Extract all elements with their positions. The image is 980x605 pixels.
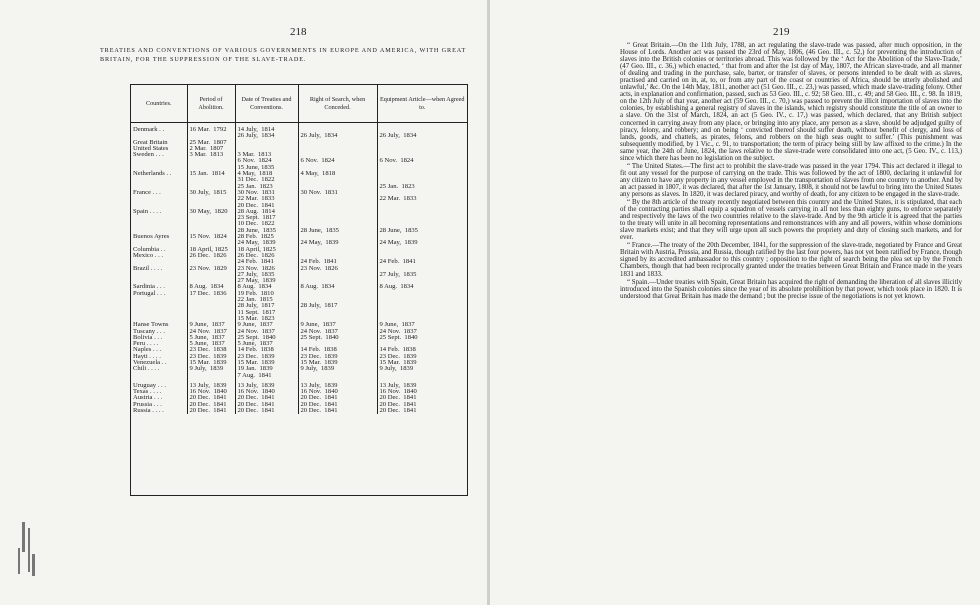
cell-country: France . . . bbox=[131, 190, 187, 209]
cell-search: 6 Nov. 1824 bbox=[298, 140, 377, 171]
table-title: TREATIES AND CONVENTIONS OF VARIOUS GOVERNMENTS IN EUROPE AND AMERICA, WITH GREAT BRITAIN, FOR THE SUPPRESSION OF THE SLAVE-TRADE. bbox=[100, 47, 467, 63]
right-page bbox=[490, 0, 980, 605]
cell-date: 23 Nov. 1826 27 July, 1835 27 May, 1839 bbox=[235, 266, 298, 285]
cell-equipment: 6 Nov. 1824 bbox=[379, 157, 414, 165]
cell-period: 8 Aug. 1834 17 Dec. 1836 bbox=[187, 284, 235, 322]
cell-date: 14 July, 1814 26 July, 1834 bbox=[235, 123, 298, 140]
cell-search: 8 Aug. 1834 28 July, 1817 bbox=[298, 284, 377, 322]
header-date: Date of Treaties and Conventions. bbox=[235, 85, 298, 123]
cell-search: 26 July, 1834 bbox=[298, 123, 377, 140]
cell-equipment: 26 July, 1834 bbox=[379, 132, 417, 140]
cell-country: Brazil . . . . bbox=[131, 266, 187, 285]
cell-equipment: 24 May, 1839 bbox=[379, 239, 418, 247]
header-right-of-search: Right of Search, when Conceded. bbox=[298, 85, 377, 123]
paragraph-united-states: “ The United States.—The first act to prohibit the slave-trade was passed in the year 1794. This act declared it illegal to fit out any vessel for the purpose of carrying on the trade. This was followed by the act of 1800, declaring it unlawful for any citizen to have any property in any vessel employed in the transportation of slaves from one country to another. And by an act passed in 1807, it was declared, that after the 1st January, 1808, it should not be lawful to bring into the United States any persons as slaves. In 1820, it was declared piracy, and worthy of death, for any citizen to be engaged in the slave-trade. bbox=[620, 162, 962, 198]
cell-period: 30 May, 1820 bbox=[187, 209, 235, 234]
paragraph-treaty-articles: “ By the 8th article of the treaty recently negotiated between this country and the United States, it is stipulated, that each of the contracting parties shall equip a squadron of vessels carrying in all not less than eighty guns, to enforce separately and respectively the laws of the two countries relative to the slave-trade. And by the 9th article it is agreed that the parties to the treaty will unite in all becoming representations and remonstrances with any and all powers, within whose dominions slave markets exist; and that they will urge upon all such powers the propriety and duty of closing such markets, and for ever. bbox=[620, 199, 962, 242]
paragraph-france: “ France.—The treaty of the 20th December, 1841, for the suppression of the slave-trade, negotiated by France and Great Britain with Austria, Prussia, and Russia, though ratified by the last four powers, has not yet been ratified by France, though signed by its accredited ambassador to this country ; opposition to the right of search being the plea set up by the French Chambers, though that had been reciprocally granted under the treaties between Great Britain and France made in the years 1831 and 1833. bbox=[620, 242, 962, 278]
page-number-left: 218 bbox=[290, 26, 307, 38]
cell-equipment: 13 July, 1839 16 Nov. 1840 20 Dec. 1841 20 Dec. 1841 20 Dec. 1841 bbox=[379, 381, 417, 415]
paragraph-spain: “ Spain.—Under treaties with Spain, Great Britain has acquired the right of demanding the liberation of all slaves illicitly introduced into the Spanish colonies since the year of its absolute prohibition by that power, which took place in 1820. It is understood that Great Britain has made the demand ; but the precise issue of the negotiations is not yet known. bbox=[620, 278, 962, 300]
cell-date: 3 Mar. 1813 6 Nov. 1824 15 June, 1835 bbox=[235, 140, 298, 171]
cell-equipment: 22 Mar. 1833 bbox=[379, 195, 417, 203]
header-countries: Countries. bbox=[131, 85, 187, 123]
table-row bbox=[131, 171, 467, 190]
table-row bbox=[131, 209, 467, 234]
cell-equipment: 28 June, 1835 bbox=[379, 226, 418, 234]
cell-equipment: 27 July, 1835 bbox=[379, 270, 417, 278]
cell-date: 28 Aug. 1814 23 Sept. 1817 10 Dec. 1822 28 June, 1835 bbox=[235, 209, 298, 234]
table-row bbox=[131, 266, 467, 285]
cell-date: 13 July, 1839 16 Nov. 1840 20 Dec. 1841 20 Dec. 1841 20 Dec. 1841 bbox=[235, 379, 298, 414]
cell-date: 30 Nov. 1831 22 Mar. 1833 20 Dec. 1841 bbox=[235, 190, 298, 209]
cell-search: 28 June, 1835 bbox=[298, 209, 377, 234]
cell-country: Netherlands . . bbox=[131, 171, 187, 190]
cell-date: 28 Feb. 1825 24 May, 1839 bbox=[235, 234, 298, 247]
cell-search: 13 July, 1839 16 Nov. 1840 20 Dec. 1841 20 Dec. 1841 20 Dec. 1841 bbox=[298, 379, 377, 414]
cell-country: Denmark . . bbox=[131, 123, 187, 140]
table-row bbox=[131, 247, 467, 266]
cell-equipment: 9 June, 1837 24 Nov. 1837 25 Sept. 1840 14 Feb. 1838 23 Dec. 1839 15 Mar. 1839 9 July, 1839 bbox=[379, 321, 418, 373]
cell-equipment: 24 Feb. 1841 bbox=[379, 258, 416, 266]
table-row bbox=[131, 123, 467, 140]
cell-date: 8 Aug. 1834 19 Feb. 1810 22 Jan. 1815 28 July, 1817 11 Sept. 1817 15 Mar. 1823 bbox=[235, 284, 298, 322]
header-period: Period of Abolition. bbox=[187, 85, 235, 123]
cell-period: 18 April, 1825 26 Dec. 1826 bbox=[187, 247, 235, 266]
cell-search: 9 June, 1837 24 Nov. 1837 25 Sept. 1840 14 Feb. 1838 23 Dec. 1839 15 Mar. 1839 9 July, 1839 bbox=[298, 322, 377, 379]
header-equipment: Equipment Article—when Agreed to. bbox=[377, 85, 467, 123]
cell-period: 15 Nov. 1824 bbox=[187, 234, 235, 247]
cell-period: 16 Mar. 1792 bbox=[187, 123, 235, 140]
cell-period: 9 June, 1837 24 Nov. 1837 5 June, 1837 5 June, 1837 23 Dec. 1838 23 Dec. 1839 15 Mar. 1839 9 July, 1839 bbox=[187, 322, 235, 379]
cell-country: Spain . . . . bbox=[131, 209, 187, 234]
cell-search: 24 May, 1839 bbox=[298, 234, 377, 247]
table-row bbox=[131, 140, 467, 171]
cell-search: 23 Nov. 1826 bbox=[298, 266, 377, 285]
table-row bbox=[131, 190, 467, 209]
cell-period: 15 Jan. 1814 bbox=[187, 171, 235, 190]
cell-search: 30 Nov. 1831 bbox=[298, 190, 377, 209]
cell-search: 24 Feb. 1841 bbox=[298, 247, 377, 266]
cell-country: Uruguay . . . Texas . . . . Austria . . . Prussia . . . Russia . . . . bbox=[131, 379, 187, 414]
cell-country: Sardinia . . . Portugal . . . bbox=[131, 284, 187, 322]
cell-country: Columbia . . Mexico . . . bbox=[131, 247, 187, 266]
treaty-table-frame bbox=[130, 84, 468, 496]
cell-period: 25 Mar. 1807 2 Mar. 1807 3 Mar. 1813 bbox=[187, 140, 235, 171]
table-header-row bbox=[131, 85, 467, 123]
cell-period: 23 Nov. 1829 bbox=[187, 266, 235, 285]
cell-equipment: 25 Jan. 1823 bbox=[379, 182, 415, 190]
paragraph-great-britain: “ Great Britain.—On the 11th July, 1788, an act regulating the slave-trade was passed, after much opposition, in the House of Lords. Another act was passed the 23rd of May, 1806, (46 Geo. III., c. 52,) for preventing the introduction of slaves into the British colonies or territories abroad. This was followed by the ‘ Act for the Abolition of the Slave-Trade,’ (47 Geo. III., c. 36,) which enacted, ‘ that from and after the 1st day of May, 1807, the African slave-trade, and all manner of dealing and trading in the purchase, sale, barter, or transfer of slaves, or persons intended to be dealt with as slaves, practised and carried on in, at, to, or from any part of the coast or countries of Africa, should be utterly abolished and unlawful,’ &c. On the 14th May, 1811, another act (51 Geo. III., c. 23,) was passed, which made slave-trading felony. Other acts, in explanation and confirmation, passed, such as 53 Geo. III., c. 92; 58 Geo. III., c. 49; and 58 Geo. III., c. 98. In 1819, on the 12th July of that year, another act (59 Geo. III., c. 70,) was passed to prevent the illicit importation of slaves into the colonies, by establishing a general registry of slaves in the islands, which registry should constitute the title of an owner to a slave. On the 31st of March, 1824, an act (5 Geo. IV., c. 17,) was passed, which declared, that any British subject concerned in carrying away from any place, or bringing into any place, any person as a slave, should be adjudged guilty of piracy, felony, and robbery; and on being ‘ convicted thereof should suffer death, without benefit of clergy, and loss of lands, goods, and chattels, as pirates, felons, and robbers on the high seas ought to suffer.’ (This punishment was subsequently modified, by 1 Vic., c. 91, to transportation; the term of piracy being still by law affixed to the crime.) In the same year, the 24th of June, 1824, the laws relative to the slave-trade were consolidated into one act, (5 Geo. IV., c. 113,) since which there has been no legislation on the subject. bbox=[620, 42, 962, 162]
cell-equipment: 8 Aug. 1834 bbox=[379, 283, 414, 291]
table-row bbox=[131, 284, 467, 322]
cell-country: Great Britain United States Sweden . . . bbox=[131, 140, 187, 171]
table-row bbox=[131, 322, 467, 379]
table-row bbox=[131, 379, 467, 414]
treaty-table bbox=[131, 85, 467, 414]
cell-country: Buenos Ayres bbox=[131, 234, 187, 247]
body-text bbox=[620, 42, 962, 301]
cell-country: Hanse Towns Tuscany . . . Bolivia . . . Peru . . . . Naples . . . Hayti . . . . Venezuela . . Chili . . . . bbox=[131, 322, 187, 379]
cell-period: 13 July, 1839 16 Nov. 1840 20 Dec. 1841 20 Dec. 1841 20 Dec. 1841 bbox=[187, 379, 235, 414]
page-number-right: 219 bbox=[773, 26, 790, 38]
cell-date: 4 May, 1818 31 Dec. 1822 25 Jan. 1823 bbox=[235, 171, 298, 190]
cell-period: 30 July, 1815 bbox=[187, 190, 235, 209]
cell-date: 9 June, 1837 24 Nov. 1837 25 Sept. 1840 5 June, 1837 14 Feb. 1838 23 Dec. 1839 15 Mar. 1839 19 Jan. 1839 7 Aug. 1841 bbox=[235, 322, 298, 379]
cell-date: 18 April, 1825 26 Dec. 1826 24 Feb. 1841 bbox=[235, 247, 298, 266]
table-row bbox=[131, 234, 467, 247]
cell-search: 4 May, 1818 bbox=[298, 171, 377, 190]
scan-artifact bbox=[8, 518, 40, 586]
